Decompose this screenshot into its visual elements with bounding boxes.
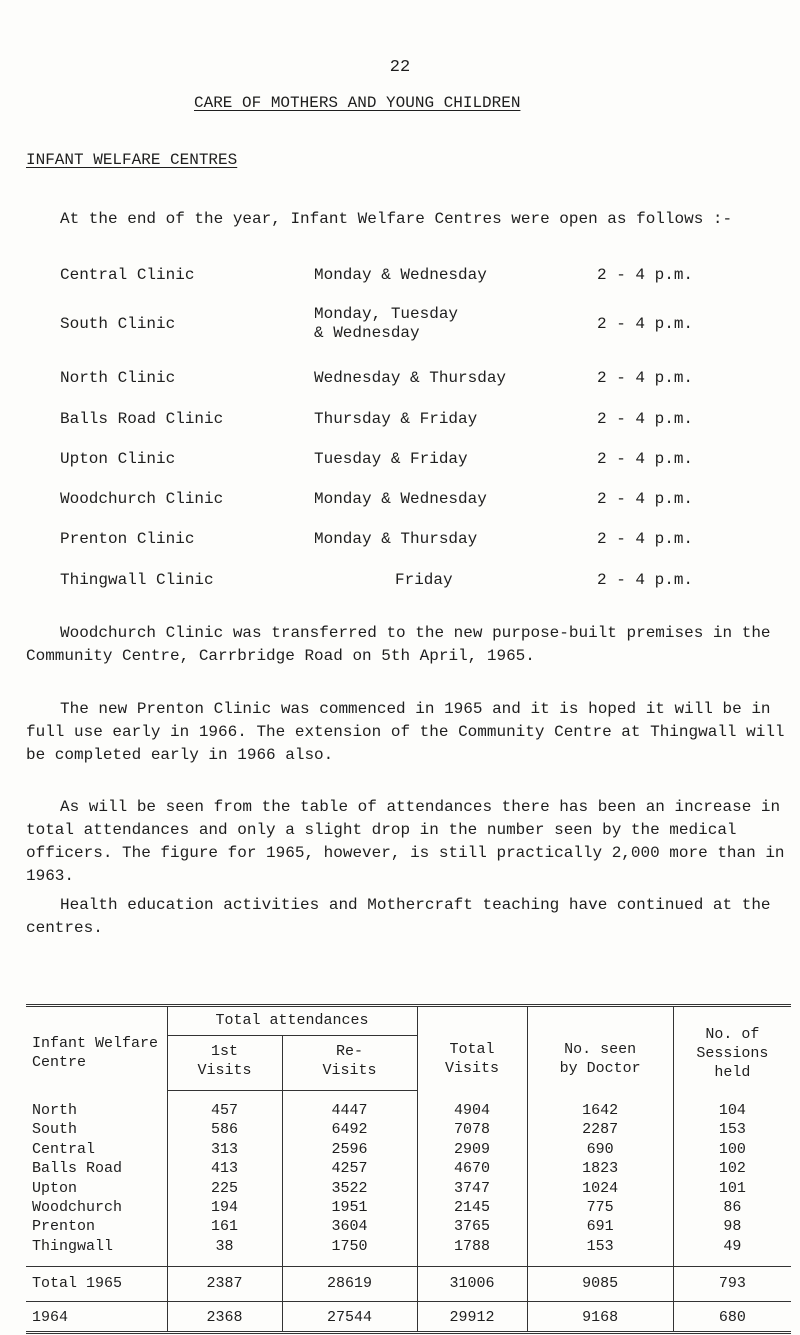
cell-value: 194: [167, 1198, 282, 1217]
schedule-time: 2 - 4 p.m.: [597, 315, 694, 333]
cell-value: 691: [527, 1217, 673, 1236]
cell-value: 161: [167, 1217, 282, 1236]
schedule-days: Monday & Thursday: [314, 530, 478, 548]
table-row: [26, 1120, 791, 1139]
cell-value: 1788: [417, 1237, 527, 1267]
schedule-time: 2 - 4 p.m.: [597, 266, 694, 284]
cell-value: 9168: [527, 1302, 673, 1333]
header-attendances-group: Total attendances: [167, 1006, 417, 1036]
schedule-clinic: Prenton Clinic: [60, 530, 195, 548]
cell-centre: Thingwall: [26, 1237, 167, 1267]
cell-value: 6492: [282, 1120, 417, 1139]
header-revisits: Re- Visits: [282, 1036, 417, 1091]
cell-value: 29912: [417, 1302, 527, 1333]
schedule-days-line: Monday, Tuesday: [314, 305, 459, 323]
paragraph-text: As will be seen from the table of attendances there has been an increase in total attendances and only a slight drop in the number seen by the medical officers. The figure for 1965, however, is still practically 2,000 more than in 1963.: [26, 798, 785, 885]
cell-centre: North: [26, 1091, 167, 1121]
cell-centre: Woodchurch: [26, 1198, 167, 1217]
schedule-days: Wednesday & Thursday: [314, 369, 507, 387]
body-paragraph: [26, 796, 786, 888]
cell-value: 9085: [527, 1267, 673, 1302]
cell-centre: Prenton: [26, 1217, 167, 1236]
schedule-time: 2 - 4 p.m.: [597, 369, 694, 387]
page-number: 22: [389, 58, 411, 77]
page-title: CARE OF MOTHERS AND YOUNG CHILDREN: [194, 94, 521, 112]
cell-value: 153: [527, 1237, 673, 1267]
schedule-days: Friday: [395, 571, 453, 589]
schedule-time: 2 - 4 p.m.: [597, 490, 694, 508]
cell-value: 3604: [282, 1217, 417, 1236]
cell-value: 38: [167, 1237, 282, 1267]
schedule-clinic: South Clinic: [60, 315, 176, 333]
cell-total-label: 1964: [26, 1302, 167, 1333]
cell-value: 313: [167, 1140, 282, 1159]
cell-value: 49: [673, 1237, 791, 1267]
cell-value: 1951: [282, 1198, 417, 1217]
intro-paragraph-text: At the end of the year, Infant Welfare Centres were open as follows :-: [60, 210, 733, 228]
cell-value: 457: [167, 1091, 282, 1121]
cell-value: 2368: [167, 1302, 282, 1333]
body-paragraph: [26, 894, 786, 940]
cell-value: 4904: [417, 1091, 527, 1121]
cell-value: 27544: [282, 1302, 417, 1333]
cell-centre: Central: [26, 1140, 167, 1159]
schedule-days: [314, 305, 458, 343]
schedule-clinic: North Clinic: [60, 369, 176, 387]
cell-value: 680: [673, 1302, 791, 1333]
cell-value: 2909: [417, 1140, 527, 1159]
cell-value: 1642: [527, 1091, 673, 1121]
schedule-time: 2 - 4 p.m.: [597, 571, 694, 589]
cell-value: 3747: [417, 1179, 527, 1198]
cell-centre: South: [26, 1120, 167, 1139]
table-row: [26, 1217, 791, 1236]
cell-value: 225: [167, 1179, 282, 1198]
cell-value: 2387: [167, 1267, 282, 1302]
section-heading: INFANT WELFARE CENTRES: [26, 151, 238, 169]
cell-value: 102: [673, 1159, 791, 1178]
schedule-time: 2 - 4 p.m.: [597, 530, 694, 548]
cell-value: 98: [673, 1217, 791, 1236]
cell-value: 586: [167, 1120, 282, 1139]
paragraph-text: Health education activities and Mothercraft teaching have continued at the centres.: [26, 896, 771, 937]
cell-value: 7078: [417, 1120, 527, 1139]
table-row: [26, 1179, 791, 1198]
total-row-1964: [26, 1302, 791, 1333]
cell-centre: Balls Road: [26, 1159, 167, 1178]
cell-value: 153: [673, 1120, 791, 1139]
table-row: [26, 1237, 791, 1267]
body-paragraph: [26, 698, 786, 767]
schedule-clinic: Balls Road Clinic: [60, 410, 224, 428]
cell-total-label: Total 1965: [26, 1267, 167, 1302]
table-row: [26, 1091, 791, 1121]
cell-value: 100: [673, 1140, 791, 1159]
cell-value: 2596: [282, 1140, 417, 1159]
cell-value: 3522: [282, 1179, 417, 1198]
schedule-time: 2 - 4 p.m.: [597, 450, 694, 468]
cell-value: 1024: [527, 1179, 673, 1198]
paragraph-text: The new Prenton Clinic was commenced in 1965 and it is hoped it will be in full use early in 1966. The extension of the Community Centre at Thingwall will be completed early in 1966 also.: [26, 700, 785, 764]
cell-value: 1823: [527, 1159, 673, 1178]
header-seen-by-doctor: No. seen by Doctor: [527, 1006, 673, 1091]
table-row: [26, 1198, 791, 1217]
cell-value: 4670: [417, 1159, 527, 1178]
schedule-days: Monday & Wednesday: [314, 266, 487, 284]
cell-value: 101: [673, 1179, 791, 1198]
total-row-1965: [26, 1267, 791, 1302]
schedule-clinic: Woodchurch Clinic: [60, 490, 224, 508]
cell-centre: Upton: [26, 1179, 167, 1198]
schedule-clinic: Thingwall Clinic: [60, 571, 214, 589]
cell-value: 690: [527, 1140, 673, 1159]
table-row: [26, 1159, 791, 1178]
header-sessions: No. of Sessions held: [673, 1006, 791, 1091]
schedule-days-line: & Wednesday: [314, 324, 420, 342]
cell-value: 1750: [282, 1237, 417, 1267]
cell-value: 2287: [527, 1120, 673, 1139]
attendance-table: [26, 1004, 791, 1334]
cell-value: 3765: [417, 1217, 527, 1236]
schedule-days: Thursday & Friday: [314, 410, 478, 428]
schedule-clinic: Upton Clinic: [60, 450, 176, 468]
cell-value: 104: [673, 1091, 791, 1121]
cell-value: 86: [673, 1198, 791, 1217]
schedule-days: Monday & Wednesday: [314, 490, 487, 508]
body-paragraph: [26, 622, 786, 668]
schedule-clinic: Central Clinic: [60, 266, 195, 284]
header-total-visits: Total Visits: [417, 1006, 527, 1091]
header-first-visits: 1st Visits: [167, 1036, 282, 1091]
cell-value: 4257: [282, 1159, 417, 1178]
schedule-days: Tuesday & Friday: [314, 450, 468, 468]
cell-value: 775: [527, 1198, 673, 1217]
cell-value: 31006: [417, 1267, 527, 1302]
paragraph-text: Woodchurch Clinic was transferred to the new purpose-built premises in the Community Centre, Carrbridge Road on 5th April, 1965.: [26, 624, 771, 665]
cell-value: 793: [673, 1267, 791, 1302]
cell-value: 28619: [282, 1267, 417, 1302]
table-row: [26, 1140, 791, 1159]
header-centre: Infant Welfare Centre: [26, 1006, 167, 1091]
cell-value: 4447: [282, 1091, 417, 1121]
cell-value: 413: [167, 1159, 282, 1178]
intro-paragraph: [26, 208, 786, 231]
schedule-time: 2 - 4 p.m.: [597, 410, 694, 428]
cell-value: 2145: [417, 1198, 527, 1217]
